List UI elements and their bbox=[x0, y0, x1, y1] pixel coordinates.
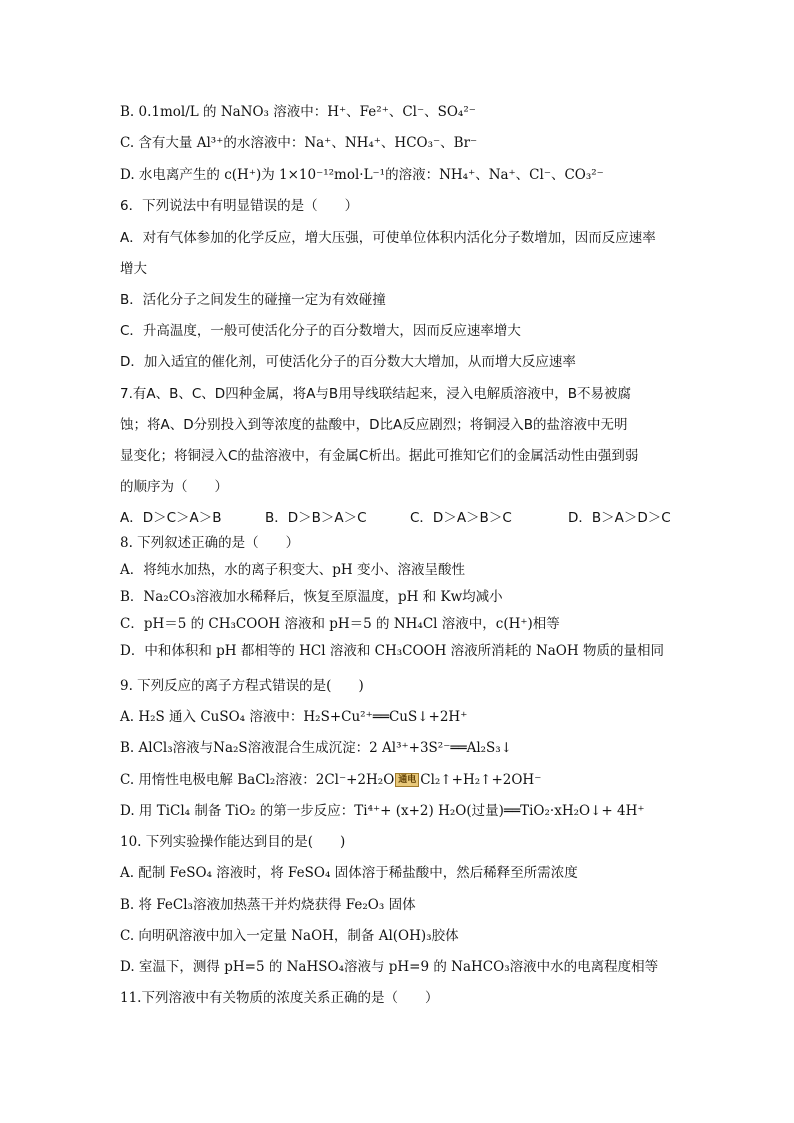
q6-option-a-cont: 增大 bbox=[120, 261, 147, 277]
q10-stem: 10. 下列实验操作能达到目的是( ) bbox=[120, 834, 346, 850]
q9-option-a: A. H₂S 通入 CuSO₄ 溶液中：H₂S+Cu²⁺══CuS↓+2H⁺ bbox=[120, 709, 468, 725]
q9-option-c-after: Cl₂↑+H₂↑+2OH⁻ bbox=[420, 772, 542, 788]
q9-stem: 9. 下列反应的离子方程式错误的是( ) bbox=[120, 678, 364, 694]
q8-option-a: A．将纯水加热，水的离子积变大、pH 变小、溶液呈酸性 bbox=[120, 562, 465, 578]
q7-option-a: A．D＞C＞A＞B bbox=[120, 510, 222, 526]
q7-stem-line3: 显变化；将铜浸入C的盐溶液中，有金属C析出。据此可推知它们的金属活动性由强到弱 bbox=[120, 448, 639, 464]
q7-option-c: C．D＞A＞B＞C bbox=[410, 510, 512, 526]
q10-option-c: C. 向明矾溶液中加入一定量 NaOH，制备 Al(OH)₃胶体 bbox=[120, 928, 459, 944]
electrolysis-condition-label: 通电 bbox=[395, 773, 419, 787]
q9-option-d: D. 用 TiCl₄ 制备 TiO₂ 的第一步反应：Ti⁴⁺+ (x+2) H₂O(过量)══TiO₂·xH₂O↓+ 4H⁺ bbox=[120, 803, 645, 819]
q11-stem: 11.下列溶液中有关物质的浓度关系正确的是（ ） bbox=[120, 990, 439, 1006]
q7-option-d: D．B＞A＞D＞C bbox=[568, 510, 671, 526]
q6-option-c: C．升高温度，一般可使活化分子的百分数增大，因而反应速率增大 bbox=[120, 323, 521, 339]
q7-stem-line4: 的顺序为（ ） bbox=[120, 479, 228, 495]
q6-option-b: B．活化分子之间发生的碰撞一定为有效碰撞 bbox=[120, 292, 386, 308]
q7-option-b: B．D＞B＞A＞C bbox=[265, 510, 367, 526]
q5-option-b: B. 0.1mol/L 的 NaNO₃ 溶液中：H⁺、Fe²⁺、Cl⁻、SO₄²⁻ bbox=[120, 104, 476, 120]
q8-stem: 8. 下列叙述正确的是（ ） bbox=[120, 535, 300, 551]
q6-option-a: A．对有气体参加的化学反应，增大压强，可使单位体积内活化分子数增加，因而反应速率 bbox=[120, 230, 656, 246]
q6-option-d: D．加入适宜的催化剂，可使活化分子的百分数大大增加，从而增大反应速率 bbox=[120, 354, 576, 370]
q5-option-c: C. 含有大量 Al³⁺的水溶液中：Na⁺、NH₄⁺、HCO₃⁻、Br⁻ bbox=[120, 135, 478, 151]
q8-option-b: B．Na₂CO₃溶液加水稀释后，恢复至原温度，pH 和 Kw均减小 bbox=[120, 589, 503, 605]
q8-option-d: D．中和体积和 pH 都相等的 HCl 溶液和 CH₃COOH 溶液所消耗的 NaOH 物质的量相同 bbox=[120, 643, 664, 659]
q9-option-c-before: C. 用惰性电极电解 BaCl₂溶液：2Cl⁻+2H₂O bbox=[120, 772, 395, 788]
q8-option-c: C．pH＝5 的 CH₃COOH 溶液和 pH＝5 的 NH₄Cl 溶液中，c(H⁺)相等 bbox=[120, 616, 560, 632]
q10-option-b: B. 将 FeCl₃溶液加热蒸干并灼烧获得 Fe₂O₃ 固体 bbox=[120, 897, 416, 913]
q6-stem: 6．下列说法中有明显错误的是（ ） bbox=[120, 198, 359, 214]
q7-options bbox=[120, 508, 680, 528]
q10-option-d: D. 室温下，测得 pH=5 的 NaHSO₄溶液与 pH=9 的 NaHCO₃溶液中水的电离程度相等 bbox=[120, 959, 659, 975]
q7-stem-line2: 蚀；将A、D分别投入到等浓度的盐酸中，D比A反应剧烈；将铜浸入B的盐溶液中无明 bbox=[120, 417, 628, 433]
q9-option-b: B. AlCl₃溶液与Na₂S溶液混合生成沉淀：2 Al³⁺+3S²⁻══Al₂S₃↓ bbox=[120, 740, 513, 756]
q10-option-a: A. 配制 FeSO₄ 溶液时，将 FeSO₄ 固体溶于稀盐酸中，然后稀释至所需浓度 bbox=[120, 865, 578, 881]
q7-stem-line1: 7.有A、B、C、D四种金属，将A与B用导线联结起来，浸入电解质溶液中，B不易被腐 bbox=[120, 386, 631, 402]
q5-option-d: D. 水电离产生的 c(H⁺)为 1×10⁻¹²mol·L⁻¹的溶液：NH₄⁺、Na⁺、Cl⁻、CO₃²⁻ bbox=[120, 167, 604, 183]
q9-option-c bbox=[120, 770, 680, 790]
